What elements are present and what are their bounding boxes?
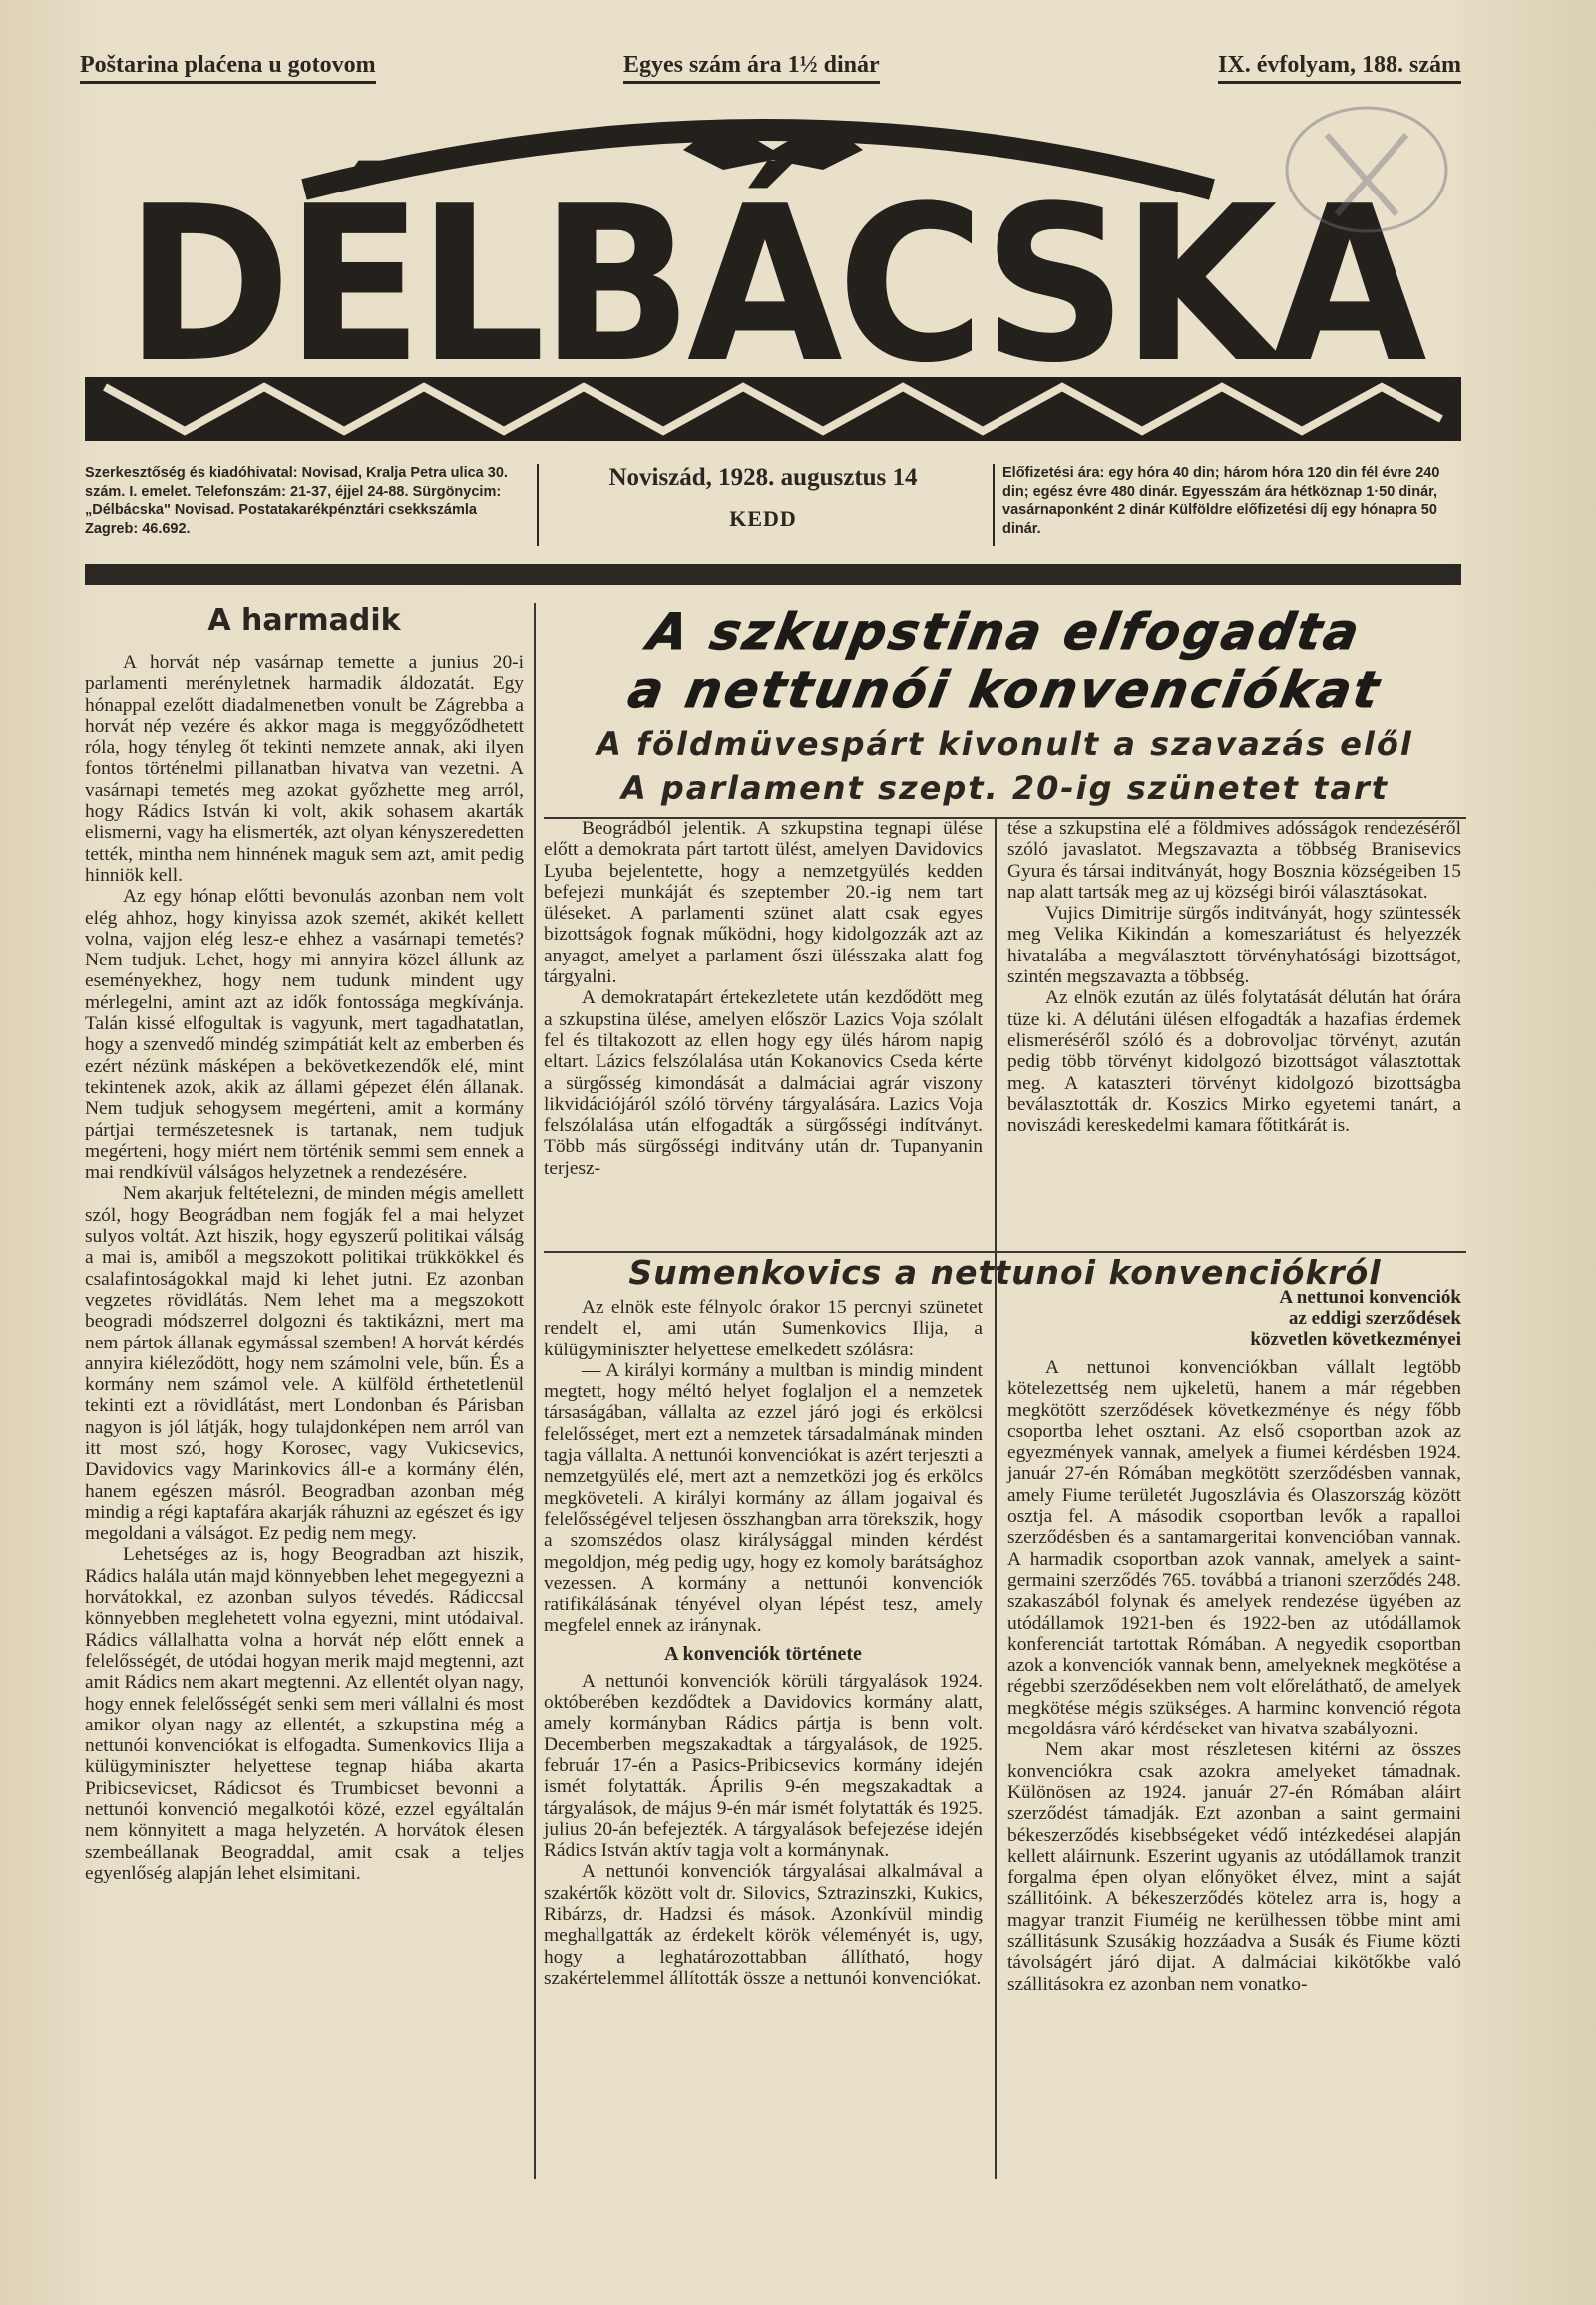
info-bar (85, 464, 1461, 554)
middle-column-bottom (544, 1297, 983, 1989)
headline-line-2: a nettunói konvenciókat (623, 661, 1387, 719)
postage-note: Poštarina plaćena u gotovom (80, 52, 376, 84)
paragraph: A demokratapárt értekezletete után kezdődött meg a szkupstina ülése, amelyen először Lazics Voja szólalt fel és tiltakozott az ellen hogy egy ülés három napig eltart. Lázics felszólalása után Kokanovics Cseda kérte a sürgősség kimondását a dalmáciai agrár viszony likvidációjáról szóló törvény tárgyalására. Lazics Voja felszólalása után elfogadták a sürgősségi indítványt. Több más sürgősségi inditvány után dr. Tupanyanin terjesz- (544, 987, 983, 1179)
issue-weekday: KEDD (729, 506, 797, 531)
editorial-title: A harmadik (207, 603, 401, 638)
subscription-info: Előfizetési ára: egy hóra 40 din; három hóra 120 din fél évre 240 din; egész évre 480 dinár. Egyesszám ára hétköznap 1·50 dinár, vasárnaponként 2 dinár Külföldre előfizetési díj egy hónapra 50 dinár. (993, 464, 1461, 546)
subhead-line: az eddigi szerződések (1288, 1308, 1461, 1329)
paragraph: tése a szkupstina elé a földmives adósságok rendezéséről szóló javaslatot. Megszavazta a többség Branisevics Gyura és társai inditványát, hogy Bosznia községeiben 15 nap alatt tartsák meg az uj községi birói választásokat. (1007, 818, 1461, 903)
right-column-bottom (1007, 1287, 1461, 1995)
paragraph: Az elnök ezután az ülés folytatását délután hat órára tüze ki. A délutáni ülésen elfogadták a hazafias érdemek elismeréséről szóló és a dobrovoljac törvényt, azután pedig több törvényt kidolgozó bizottságot választottak meg. A kataszteri törvényt kidolgozó bizottságba beválasztották dr. Koszics Mirko egyetemi tanárt, a noviszádi kereskedelmi kamara főtitkárát is. (1007, 987, 1461, 1137)
editorial-office-info: Szerkesztőség és kiadóhivatal: Novisad, Kralja Petra ulica 30. szám. I. emelet. Telefonszám: 21-37, éjjel 24-88. Sürgönycim: „Délbácska" Novisad. Postatakarékpénztári csekkszámla Zagreb: 46.692. (85, 464, 539, 546)
masthead-title: DÉLBÁCSKA (125, 160, 1461, 410)
paragraph: Nem akarjuk feltételezni, de minden mégis amellett szól, hogy Beográdban nem fogják fel a mai helyzet sulyos voltát. Azt hiszik, hogy egyszerű politikai válság a mai is, amiből a megszokott politikai trükkökkel és csalafintoságokkal majd ki lehet jutni. Ez azonban vegzetes rövidlátás. Nem lehet ma a megszokott beogradi módszerrel dolgozni és taktikázni, mert ma nem pártok állanak egymással szemben! A horvát kérdés annyira kiéleződött, hogy nem számolni vele, bűn. És a kormány nem számol vele. A külföld érthetetlenül tekinti ezt a rövidlátást, mert Londonban és Párisban nagyon is jól látják, hogy tulajdonképen nem arról van itt most szó, hogy Korosec, vagy Vukicsevics, Davidovics vagy Marinkovics áll-e a kormány élén, hanem egészen másról. Beogradban azonban még mindig a régi kaptafára akarják ráhuzni az egészet és igy megoldani a válságot. Ez pedig nem megy. (85, 1183, 524, 1545)
column-rule-left (534, 603, 536, 2179)
paragraph: A horvát nép vasárnap temette a junius 20-i parlamenti merényletnek harmadik áldozatát. Egy hónappal ezelőtt diadalmenetben vonult be Zágrebba a horvát nép vezére és akkor maga is meggyőződhetett róla, hogy tényleg őt tekinti nemzete annak, aki ilyen fontos történelmi pillanatban hivatva van vezetni. A vasárnapi temetés meg azokat győzhette meg arról, hogy Rádics István ki volt, akik sohasem akarták elismerni, vagy ha elismerték, azt olyan kényszeredetten tették, mintha nem hinnének maguk sem azt, amit pedig hinniök kell. (85, 652, 524, 886)
issue-price: Egyes szám ára 1½ dinár (623, 52, 880, 84)
middle-column-top (544, 818, 983, 1179)
subhead-line: A nettunoi konvenciók (1279, 1287, 1461, 1308)
masthead-logo (85, 110, 1461, 449)
paragraph: Vujics Dimitrije sürgős inditványát, hogy szüntessék meg Velika Kikindán a komeszariátust és helyezzék hivatalába a megválasztott törvényhatósági bizottságot, szintén megszavazta a többség. (1007, 903, 1461, 988)
library-stamp (1277, 95, 1456, 244)
main-headline (544, 603, 1466, 819)
second-headline (544, 1245, 1466, 1292)
masthead-rule (85, 564, 1461, 585)
paragraph: Nem akar most részletesen kitérni az összes konvenciókra csak azokra amelyeket támadnak. Különösen az 1924. január 27-én Rómában aláirt szerződést támadják. Ezt azonban a saint germaini békeszerződés kisebbségeket védő intézkedései alapján kellett aláirnunk. Eszerint ugyanis az utódállamok tranzit forgalma épen olyan előnyöket élvez, mint a saját szállitóink. A békeszerződés kötelez arra is, hogy a magyar tranzit Fiuméig ne kerülhessen többe mint ami szállitásunk Szusákig hozzáadva a Susák és Fiume közti távolságért járó dijat. A dalmáciai kikötőkbe való szállitásokra ez azonban nem vonatko- (1007, 1739, 1461, 1995)
masthead (85, 110, 1461, 449)
subheadline-line-1: A földmüvespárt kivonult a szavazás elől (597, 725, 1413, 763)
subheadline-line-2: A parlament szept. 20-ig szünetet tart (620, 769, 1390, 807)
paragraph: Lehetséges az is, hogy Beogradban azt hiszik, Rádics halála után majd könnyebben lehet megegyezni a horvátokkal, ez azonban sulyos tévedés. Rádiccsal könnyebben meglehetett volna egyezni, mint utódaival. Rádics vállalhatta volna a horvát nép előtt ennek a felelősségét, de utódai hogyan merik majd megtenni, azt amit Rádics nem akart megtenni. Az ellentét olyan nagy, hogy ennek felelősségét senki sem meri vállalni és most amikor olyan nagy az ellentét, a szkupstina még a nettunói konvenciókat is elfogadta. Sumenkovics Ilija a külügyminiszter helyettese tegnap hiába akarta Pribicsevicset, Rádicsot és Trumbicset bevonni a nettunói konvenció megalkotói közé, ezzel egyáltalán nem könnyitett a maga helyzetén. A horvátok élesen szembeállanak Beograddal, amit csak a teljes egyenlőség alapján lehet elsimitani. (85, 1544, 524, 1884)
editorial-body (85, 652, 524, 1884)
column-rule-right (995, 818, 997, 2179)
left-column (85, 603, 524, 1884)
paragraph: A nettunoi konvenciókban vállalt legtöbb kötelezettség nem ujkeletü, hanem a már régebben megkötött szerződések következménye és négy főbb csoportba lehet osztani. Az első csoportban azok az egyezmények vannak, amelyek a fiumei kérdésben 1924. január 27-én Rómában megkötött szerződésben vannak, amely Fiume területét Jugoszlávia és Olaszország között osztja fel. A második csoportban levők a rapalloi szerződésben és a santamargeritai konvencióban vannak. A harmadik csoportban azok vannak, amelyek a saint-germaini szerződés 765. továbbá a trianoni szerződés 248. szakaszából folynak és amelyek rendezése ügyében az utódállamok 1921-ben és 1922-ben az utódállamok konferenciát tartottak Rómában. A negyedik csoportban azok a konvenciók vannak benn, amelyeknek megkötése a régebbi szerződésekben nem volt előreláthatő, de amelyek megkötése mégis szükséges. A harminc konvenció régota megoldásra váró kérdéseket van hivatva szabályozni. (1007, 1357, 1461, 1740)
paragraph: Az elnök este félnyolc órakor 15 percnyi szünetet rendelt el, ami után Sumenkovics Ilija, a külügyminiszter helyettese emelkedett szólásra: (544, 1297, 983, 1360)
convention-body (1007, 1357, 1461, 1995)
paragraph: A nettunói konvenciók tárgyalásai alkalmával a szakértők között volt dr. Silovics, Sztrazinszki, Kukics, Ribárzs, dr. Hadzsi és mások. Azonkívül mindig meghallgatták az érdekelt körök véleményét is, ugy, hogy a leghatározottabban állítható, hogy szakértelemmel állították össze a nettunói konvenciókat. (544, 1861, 983, 1989)
paragraph: Beográdból jelentik. A szkupstina tegnapi ülése előtt a demokrata párt tartott ülést, amelyen Davidovics Lyuba bejelentette, hogy a nemzetgyülés kedden befejezi munkáját és szeptember 20.-ig nem tart üléseket. A parlamenti szünet alatt csak egyes bizottságok fognak működni, hogy kidolgozzák azt az anyagot, amelyet a parlament őszi ülésszaka alatt fog tárgyalni. (544, 818, 983, 988)
volume-number: IX. évfolyam, 188. szám (1218, 52, 1461, 84)
convention-subhead (1007, 1287, 1461, 1349)
issue-date: Noviszád, 1928. augusztus 14 (608, 464, 918, 491)
history-subhead: A konvenciók története (664, 1642, 862, 1665)
paragraph: Az egy hónap előtti bevonulás azonban nem volt elég ahhoz, hogy kinyissa azok szemét, akikét kellett volna, vajjon elég lesz-e ehhez a vasárnapi temetés? Nem tudjuk. Lehet, hogy mi annyira közel állunk az eseményekhez, hogy nem tudunk mindent ugy mérlegelni, amint azt az idők fontossága megkívánja. Talán kissé elfogultak is vagyunk, mert tagadhatatlan, hogy a szenvedő mindég szimpátiát kelt az emberben és ezért nézünk másképen a bekövetkezendők elé, mint tekintenek azok, akik az állami gépezet élén állanak. Nem tudjuk sehogysem megérteni, amit a kormány pártjai természetesnek is tartanak, nem tudjuk megérteni, hogy miért nem történik semmi sem ennek a mai rendkívül válságos helyzetnek a rendezésére. (85, 886, 524, 1184)
top-line (80, 52, 1461, 92)
headline-line-1: A szkupstina elfogadta (643, 603, 1367, 661)
paragraph: — A királyi kormány a multban is mindig mindent megtett, hogy méltó helyet foglaljon el a nemzetek társaságában, vállalta az ezzel járó jogi és erkölcsi felelősséget, mert ezt a nemzetek társadalmának minden tagja vállalta. A nettunói konvenciókat is azért terjeszti a nemzetgyülés elé, mert azt a nemzetközi jog és erkölcs megköveteli. A királyi kormány az állam jogaival és felelősségével teljesen összhangban arra törekszik, hogy a szomszédos olasz királysággal minden kérdést megoldjon, még pedig ugy, hogy ez komoly barátsághoz vezessen. A kormány a nettunói konvenciók ratifikálásának tényével olyan lépést tesz, amely megfelel ennek az iránynak. (544, 1359, 983, 1637)
right-column-top (1007, 818, 1461, 1136)
subhead-line: közvetlen következményei (1250, 1329, 1461, 1349)
dateline (554, 464, 973, 546)
second-headline-title: Sumenkovics a nettunoi konvenciókról (628, 1253, 1382, 1292)
paragraph: A nettunói konvenciók körüli tárgyalások 1924. októberében kezdődtek a Davidovics kormány alatt, amely kormányban Rádics pártja is benn volt. Decemberben megszakadtak a tárgyalások, de 1925. február 17-én a Pasics-Pribicsevics kormány idején ismét folytatták. Április 9-én megszakadtak a tárgyalások, de május 9-én már ismét folytatták és 1925. julius 20-án befejezték. A tárgyalások befejezése idején Rádics István aktív tagja volt a kormánynak. (544, 1670, 983, 1862)
